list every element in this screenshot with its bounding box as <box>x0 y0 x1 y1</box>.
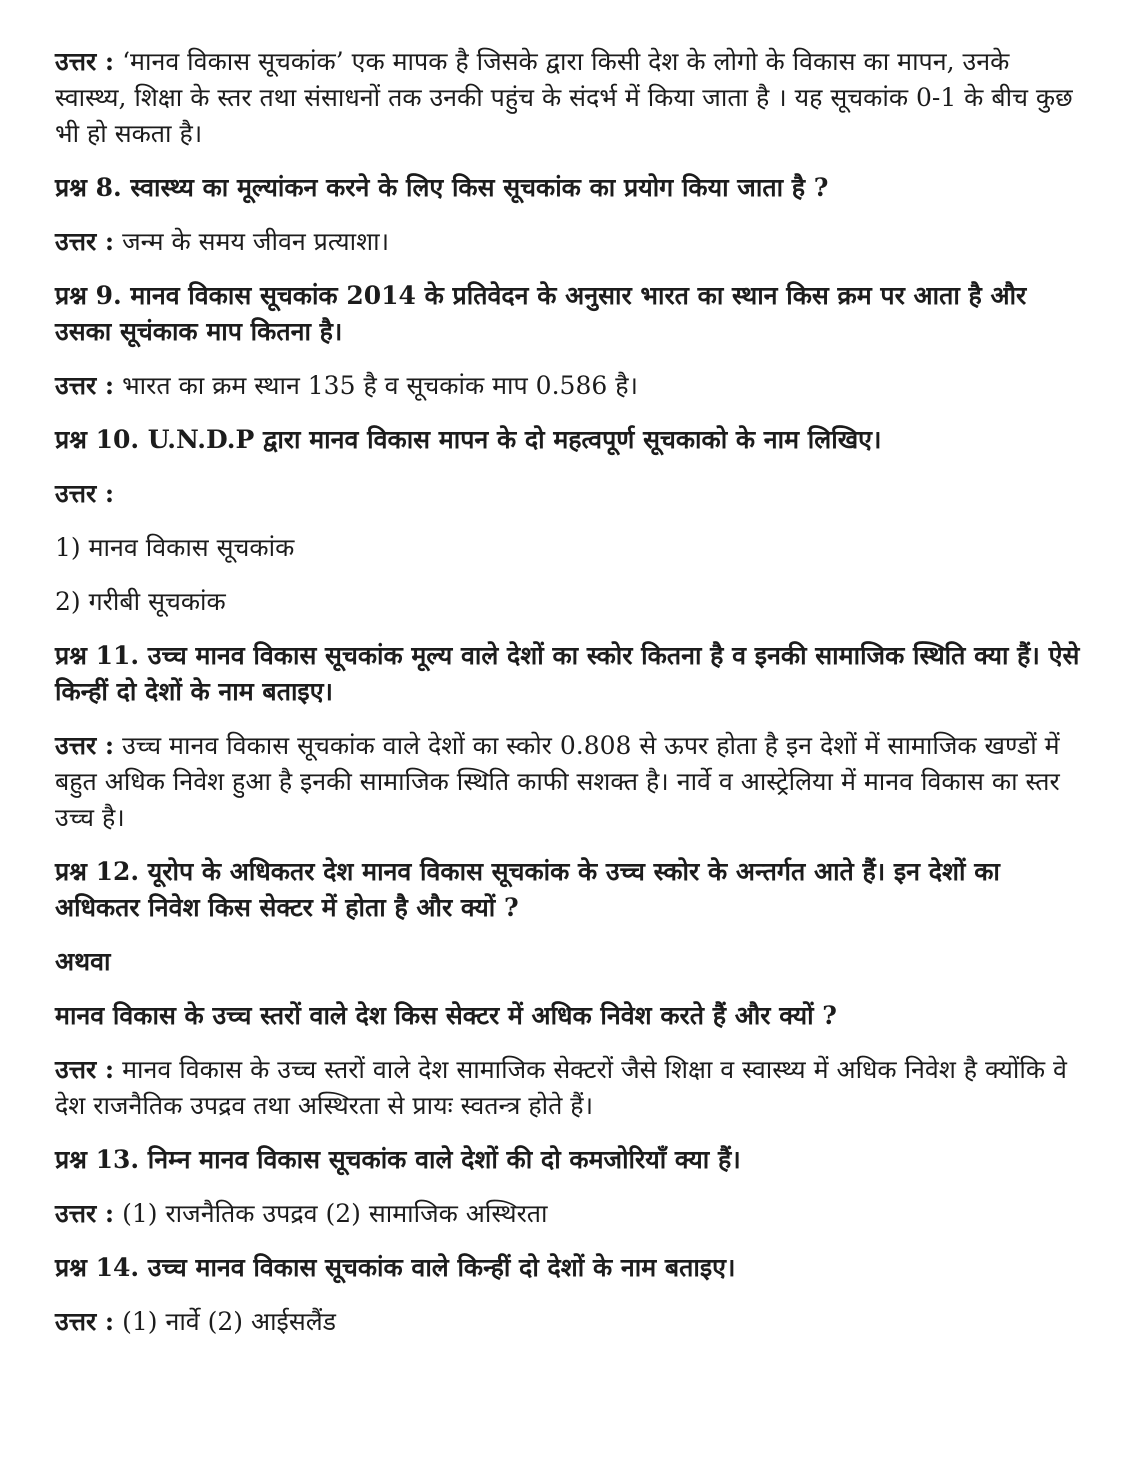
answer-label: उत्तर : <box>55 371 115 400</box>
answer-label: उत्तर : <box>55 227 115 256</box>
or-label: अथवा <box>55 947 111 976</box>
answer-11 <box>55 728 1085 836</box>
question-14: प्रश्न 14. उच्च मानव विकास सूचकांक वाले किन्हीं दो देशों के नाम बताइए। <box>55 1253 736 1282</box>
answer-text: (1) नार्वे (2) आईसलैंड <box>122 1307 337 1336</box>
question-10: प्रश्न 10. U.N.D.P द्वारा मानव विकास मापन के दो महत्वपूर्ण सूचकाको के नाम लिखिए। <box>55 425 882 454</box>
question-13: प्रश्न 13. निम्न मानव विकास सूचकांक वाले देशों की दो कमजोरियाँ क्या हैं। <box>55 1145 741 1174</box>
answer-8 <box>55 224 1085 260</box>
answer-text: जन्म के समय जीवन प्रत्याशा। <box>122 227 390 256</box>
answer-text: ‘मानव विकास सूचकांक’ एक मापक है जिसके द्वारा किसी देश के लोगो के विकास का मापन, उनके स्वास्थ्य, शिक्षा के स्तर तथा संसाधनों तक उनकी पहुंच के संदर्भ में किया जाता है । यह सूचकांक 0-1 के बीच कुछ भी हो सकता है। <box>55 47 1073 148</box>
answer-14 <box>55 1304 1085 1340</box>
answer-12 <box>55 1052 1085 1124</box>
question-12: प्रश्न 12. यूरोप के अधिकतर देश मानव विकास सूचकांक के उच्च स्कोर के अन्तर्गत आते हैं। इन देशों का अधिकतर निवेश किस सेक्टर में होता है और क्यों ? <box>55 857 1000 922</box>
answer-label-10: उत्तर : <box>55 479 115 508</box>
answer-text: भारत का क्रम स्थान 135 है व सूचकांक माप 0.586 है। <box>122 371 638 400</box>
answer-10-item-2: 2) गरीबी सूचकांक <box>55 587 226 616</box>
answer-label: उत्तर : <box>55 731 115 760</box>
answer-text: उच्च मानव विकास सूचकांक वाले देशों का स्कोर 0.808 से ऊपर होता है इन देशों में सामाजिक खण्डों में बहुत अधिक निवेश हुआ है इनकी सामाजिक स्थिति काफी सशक्त है। नार्वे व आस्ट्रेलिया में मानव विकास का स्तर उच्च है। <box>55 731 1060 832</box>
answer-label: उत्तर : <box>55 1199 115 1228</box>
intro-answer <box>55 44 1085 152</box>
answer-label: उत्तर : <box>55 1307 115 1336</box>
answer-13 <box>55 1196 1085 1232</box>
answer-label: उत्तर : <box>55 47 115 76</box>
answer-text: मानव विकास के उच्च स्तरों वाले देश सामाजिक सेक्टरों जैसे शिक्षा व स्वास्थ्य में अधिक निवेश है क्योंकि वे देश राजनैतिक उपद्रव तथा अस्थिरता से प्रायः स्वतन्त्र होते हैं। <box>55 1055 1067 1120</box>
question-8: प्रश्न 8. स्वास्थ्य का मूल्यांकन करने के लिए किस सूचकांक का प्रयोग किया जाता है ? <box>55 173 829 202</box>
question-9: प्रश्न 9. मानव विकास सूचकांक 2014 के प्रतिवेदन के अनुसार भारत का स्थान किस क्रम पर आता है और उसका सूचंकाक माप कितना है। <box>55 281 1027 346</box>
document-page <box>55 44 1085 1358</box>
answer-10-item-1: 1) मानव विकास सूचकांक <box>55 533 295 562</box>
answer-9 <box>55 368 1085 404</box>
question-12-alt: मानव विकास के उच्च स्तरों वाले देश किस सेक्टर में अधिक निवेश करते हैं और क्यों ? <box>55 1001 837 1030</box>
question-11: प्रश्न 11. उच्च मानव विकास सूचकांक मूल्य वाले देशों का स्कोर कितना है व इनकी सामाजिक स्थिति क्या हैं। ऐसे किन्हीं दो देशों के नाम बताइए। <box>55 641 1080 706</box>
answer-label: उत्तर : <box>55 1055 115 1084</box>
answer-text: (1) राजनैतिक उपद्रव (2) सामाजिक अस्थिरता <box>122 1199 548 1228</box>
